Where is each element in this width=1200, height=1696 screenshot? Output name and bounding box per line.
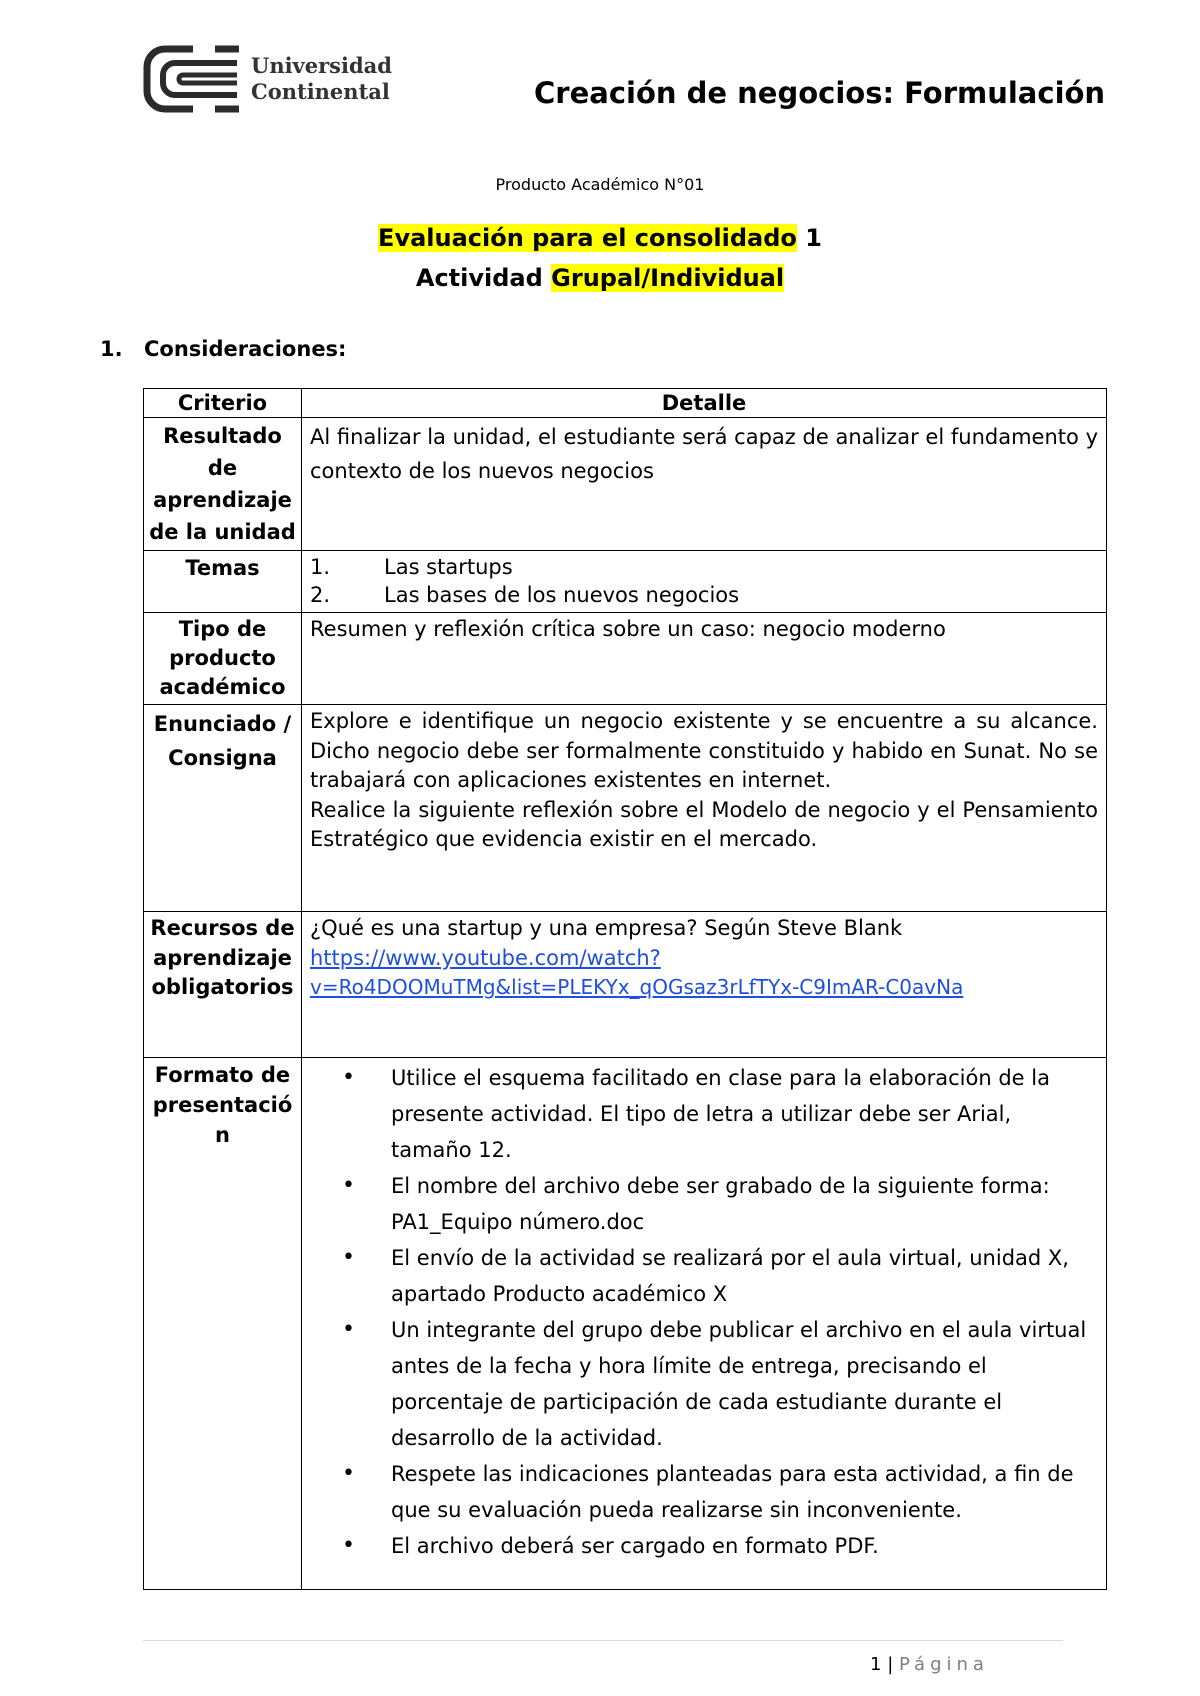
header-criterio: Criterio [144,389,302,418]
label-line: Resultado de [163,424,282,480]
detail-resultado: Al finalizar la unidad, el estudiante será capaz de analizar el fundamento y contexto de los nuevos negocios [302,418,1107,551]
table-row-temas [144,551,1107,613]
page-separator: | [887,1654,894,1675]
label-formato [144,1058,302,1590]
label-line: Recursos de [150,916,295,940]
list-item [310,553,1098,581]
list-text: Las bases de los nuevos negocios [384,583,740,607]
label-line: n [215,1123,230,1147]
enunciado-paragraph-2: Realice la siguiente reflexión sobre el Modelo de negocio y el Pensamiento Estratégico que evidencia existir en el mercado. [310,797,1098,851]
table-row-tipo [144,613,1107,705]
label-line: Enunciado / [153,712,292,736]
section-title-text: Consideraciones: [144,337,347,361]
university-name [251,53,392,105]
section-title [100,337,346,361]
detail-enunciado [302,705,1107,912]
activity-heading-prefix: Actividad [415,264,552,292]
label-line: Formato de [154,1063,291,1087]
label-line: de la unidad [149,520,296,544]
label-recursos [144,912,302,1058]
university-logo-icon [143,45,243,113]
criteria-table [143,388,1107,1590]
list-text: Las startups [384,555,513,579]
label-line: presentació [152,1093,293,1117]
detail-tipo: Resumen y reflexión crítica sobre un caso: negocio moderno [302,613,1107,705]
label-line: aprendizaje [153,945,292,970]
evaluation-heading-highlight: Evaluación para el consolidado [378,224,797,252]
table-header-row [144,389,1107,418]
youtube-link-line2: v=Ro4DOOMuTMg&list=PLEKYx_qOGsaz3rLfTYx-C9ImAR-C0avNa [310,975,964,999]
list-item: • El archivo deberá ser cargado en formato PDF. [302,1528,1098,1564]
youtube-link-line1: https://www.youtube.com/watch? [310,945,661,970]
format-bullet-list [302,1060,1098,1564]
table-row-recursos [144,912,1107,1058]
list-item: • Utilice el esquema facilitado en clase para la elaboración de la presente actividad. El tipo de letra a utilizar debe ser Arial, tamaño 12. [302,1060,1098,1168]
activity-heading-highlight: Grupal/Individual [551,264,785,292]
activity-heading [0,264,1200,292]
table-row-formato [144,1058,1107,1590]
page-word: Página [899,1654,989,1675]
label-line: académico [159,675,286,699]
label-line: Tipo de [178,617,267,641]
label-resultado [144,418,302,551]
label-enunciado [144,705,302,912]
label-temas: Temas [144,551,302,613]
course-title: Creación de negocios: Formulación [534,76,1106,110]
page-footer [870,1654,989,1675]
page-number: 1 [870,1654,882,1675]
list-item: • Respete las indicaciones planteadas para esta actividad, a fin de que su evaluación pueda realizarse sin inconveniente. [302,1456,1098,1528]
list-number: 1. [310,555,331,579]
detail-formato [302,1058,1107,1590]
label-line: producto [169,646,276,670]
youtube-link[interactable] [310,946,963,1000]
list-item: • El envío de la actividad se realizará por el aula virtual, unidad X, apartado Producto académico X [302,1240,1098,1312]
enunciado-paragraph-1: Explore e identifique un negocio existente y se encuentre a su alcance. Dicho negocio debe ser formalmente constituido y habido en Sunat. No se trabajará con aplicaciones existentes en internet. [310,709,1098,792]
recursos-text: ¿Qué es una startup y una empresa? Según Steve Blank [310,916,903,940]
university-name-line1: Universidad [251,53,392,78]
list-item: • El nombre del archivo debe ser grabado de la siguiente forma: PA1_Equipo número.doc [302,1168,1098,1240]
label-tipo [144,613,302,705]
section-number: 1. [100,337,123,361]
label-line: Consigna [168,746,277,770]
label-line: obligatorios [151,975,294,999]
table-row-resultado [144,418,1107,551]
evaluation-heading-number: 1 [796,224,822,252]
table-row-enunciado [144,705,1107,912]
detail-temas [302,551,1107,613]
detail-recursos [302,912,1107,1058]
university-name-line2: Continental [251,79,390,104]
header-detalle: Detalle [302,389,1107,418]
evaluation-heading [0,224,1200,252]
list-number: 2. [310,583,331,607]
label-line: aprendizaje [153,488,292,512]
list-item: • Un integrante del grupo debe publicar el archivo en el aula virtual antes de la fecha y hora límite de entrega, precisando el porcentaje de participación de cada estudiante durante el desarrollo de la actividad. [302,1312,1098,1456]
product-label: Producto Académico N°01 [495,175,705,194]
list-item [310,581,1098,609]
footer-divider [143,1640,1063,1641]
